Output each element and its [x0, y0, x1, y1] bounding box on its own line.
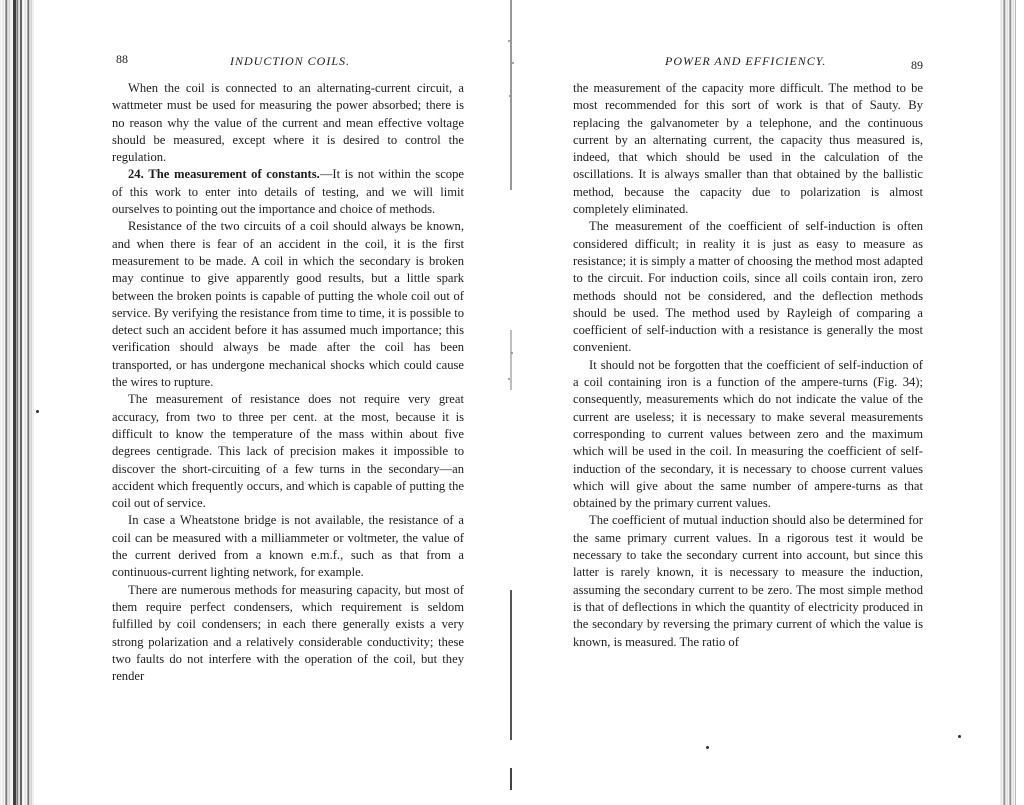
paragraph: There are numerous methods for measuring capacity, but most of them require perfect condensers, which requirement is seldom fulfilled by coil condensers; in each there generally exists a very strong polarization and a relatively considerable conductivity; these two faults do not interfere with the operation of the coil, but they render	[112, 582, 464, 684]
left-running-title: INDUCTION COILS.	[230, 54, 351, 68]
paragraph: In case a Wheatstone bridge is not available, the resistance of a coil can be measured with a milliammeter or voltmeter, the value of the current derived from a known e.m.f., such as that from a continuous-current lighting network, for example.	[112, 513, 464, 580]
section-title: The measurement of constants.	[148, 167, 320, 182]
book-gutter	[508, 0, 514, 805]
right-page	[573, 40, 923, 651]
left-page	[112, 40, 464, 685]
continued-paragraph: the measurement of the capacity more difficult. The method to be most recommended for this sort of work is that of Sauty. By replacing the galvanometer by a telephone, and the continuous current by an alternating current, the capacity thus measured is, indeed, that which should be used in the calculation of the oscillations. It is always smaller than that obtained by the ballistic method, because the capacity due to polarization is almost completely eliminated.	[573, 81, 923, 217]
scan-speck	[36, 410, 39, 413]
right-running-title: POWER AND EFFICIENCY.	[665, 54, 827, 68]
section-text: —It is not within the scope of this work to enter into details of testing, and we will limit ourselves to pointing out the importance and choice of methods.	[112, 167, 464, 217]
scan-edge-right	[1000, 0, 1016, 805]
paragraph: The measurement of resistance does not require very great accuracy, from two to three per cent. at the most, because it is difficult to know the temperature of the mass within about five degrees centigrade. This lack of precision makes it impossible to discover the short-circuiting of a few turns in the secondary—an accident which frequently occurs, and which is capable of putting the coil out of service.	[112, 392, 464, 511]
paragraph: The coefficient of mutual induction should also be determined for the same primary current values. In a rigorous test it would be necessary to take the secondary current into account, but since this latter is rarely known, it is necessary to measure the induction, assuming the secondary current to be zero. The most simple method is that of deflections in which the quantity of electricity produced in the secondary by reversing the primary current of which the value is known, is measured. The ratio of	[573, 513, 923, 649]
paragraph: Resistance of the two circuits of a coil should always be known, and when there is fear of an accident in the coil, it is the first measurement to be made. A coil in which the secondary is broken may continue to give apparently good results, but a little spark between the broken points is capable of putting the whole coil out of service. By verifying the resistance from time to time, it is possible to detect such an accident before it has assumed much importance; this verification should always be made after the coil has been transported, or has undergone mechanical shocks which could cause the wires to rupture.	[112, 219, 464, 390]
right-page-number: 89	[911, 58, 923, 72]
paragraph: The measurement of the coefficient of self-induction is often considered difficult; in reality it is just as easy to measure as resistance; it is simply a matter of choosing the method most adapted to the circuit. For induction coils, since all coils contain iron, zero methods should not be considered, and the deflection methods should be used. The method used by Rayleigh of comparing a coefficient of self-induction with a resistance is generally the most convenient.	[573, 219, 923, 355]
scan-speck	[958, 735, 961, 738]
paragraph: It should not be forgotten that the coefficient of self-induction of a coil containing iron is a function of the ampere-turns (Fig. 34); consequently, measurements which do not indicate the value of the current are useless; it is necessary to make several measurements corresponding to current values between zero and the maximum which will be used in the coil. In measuring the coefficient of self-induction of the secondary, it is necessary to choose current values which will give about the same number of ampere-turns as that obtained by the primary current values.	[573, 357, 923, 511]
left-page-number: 88	[116, 52, 128, 66]
section-number: 24.	[128, 167, 144, 182]
left-running-head	[112, 40, 464, 68]
right-body-text	[573, 80, 923, 651]
left-body-text	[112, 80, 464, 685]
scan-speck	[706, 746, 709, 749]
paragraph: When the coil is connected to an alternating-current circuit, a wattmeter must be used for measuring the power absorbed; there is no reason why the value of the current and mean effective voltage should be measured, except where it is desired to control the regulation.	[112, 81, 464, 165]
scan-edge-left	[0, 0, 34, 805]
section-paragraph	[112, 166, 464, 218]
right-running-head	[573, 40, 923, 72]
